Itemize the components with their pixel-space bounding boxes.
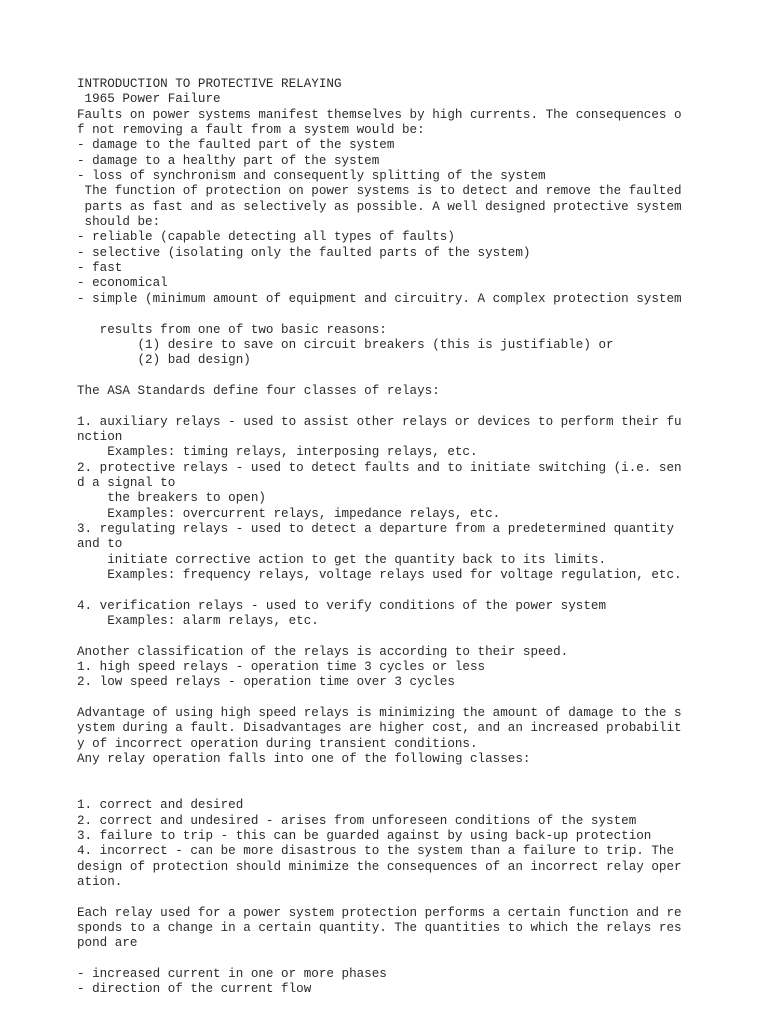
text-line: parts as fast and as selectively as possible. A well designed protective system	[77, 199, 682, 214]
text-line: 1. auxiliary relays - used to assist other relays or devices to perform their fu	[77, 414, 682, 429]
text-line: Each relay used for a power system protection performs a certain function and re	[77, 905, 682, 920]
text-line: - economical	[77, 276, 168, 291]
text-line: the breakers to open)	[77, 491, 266, 506]
text-line: - direction of the current flow	[77, 982, 312, 997]
text-line: (2) bad design)	[77, 353, 251, 368]
text-line: Another classification of the relays is according to their speed.	[77, 644, 569, 659]
text-line: Examples: timing relays, interposing relays, etc.	[77, 445, 478, 460]
text-line	[77, 369, 757, 384]
text-line: Advantage of using high speed relays is minimizing the amount of damage to the s	[77, 706, 682, 721]
text-line	[77, 399, 757, 414]
text-line: - damage to the faulted part of the system	[77, 138, 395, 153]
text-line: 2. low speed relays - operation time over 3 cycles	[77, 675, 455, 690]
text-line: ation.	[77, 874, 123, 889]
text-line: 2. correct and undesired - arises from unforeseen conditions of the system	[77, 813, 637, 828]
text-line: (1) desire to save on circuit breakers (this is justifiable) or	[77, 337, 614, 352]
text-line: ystem during a fault. Disadvantages are higher cost, and an increased probabilit	[77, 721, 682, 736]
text-line	[77, 890, 757, 905]
text-line: 1965 Power Failure	[77, 92, 221, 107]
text-line: 3. regulating relays - used to detect a departure from a predetermined quantity	[77, 521, 675, 536]
text-line: design of protection should minimize the consequences of an incorrect relay oper	[77, 859, 682, 874]
text-line: results from one of two basic reasons:	[77, 322, 387, 337]
text-line: Examples: alarm relays, etc.	[77, 614, 319, 629]
text-line	[77, 767, 757, 782]
text-line: - selective (isolating only the faulted parts of the system)	[77, 245, 531, 260]
text-line: - increased current in one or more phases	[77, 966, 387, 981]
text-line	[77, 307, 757, 322]
text-line: Any relay operation falls into one of the following classes:	[77, 752, 531, 767]
text-line: 3. failure to trip - this can be guarded against by using back-up protection	[77, 828, 652, 843]
text-line: and to	[77, 537, 123, 552]
text-line: sponds to a change in a certain quantity. The quantities to which the relays res	[77, 920, 682, 935]
text-line: The ASA Standards define four classes of relays:	[77, 383, 440, 398]
text-line	[77, 952, 757, 967]
text-line: Examples: frequency relays, voltage relays used for voltage regulation, etc.	[77, 568, 682, 582]
text-line	[77, 691, 757, 706]
text-line: nction	[77, 429, 123, 444]
text-line	[77, 783, 757, 798]
text-line: f not removing a fault from a system would be:	[77, 123, 425, 138]
text-line: - fast	[77, 261, 123, 276]
text-line: 1. correct and desired	[77, 798, 244, 813]
text-line: Faults on power systems manifest themselves by high currents. The consequences o	[77, 107, 682, 122]
text-line: The function of protection on power systems is to detect and remove the faulted	[77, 184, 682, 199]
text-line: y of incorrect operation during transient conditions.	[77, 736, 478, 751]
text-line: - reliable (capable detecting all types of faults)	[77, 230, 455, 245]
text-line: 2. protective relays - used to detect faults and to initiate switching (i.e. sen	[77, 460, 682, 475]
text-line	[77, 629, 757, 644]
text-line: 4. incorrect - can be more disastrous to the system than a failure to trip. The	[77, 844, 675, 859]
text-line: initiate corrective action to get the quantity back to its limits.	[77, 552, 607, 567]
text-line: - simple (minimum amount of equipment and circuitry. A complex protection system	[77, 291, 682, 306]
text-line: d a signal to	[77, 475, 176, 490]
text-line: - damage to a healthy part of the system	[77, 153, 380, 168]
text-line: Examples: overcurrent relays, impedance relays, etc.	[77, 506, 501, 521]
document-body	[77, 77, 757, 998]
text-line: - loss of synchronism and consequently splitting of the system	[77, 169, 546, 184]
text-line	[77, 583, 757, 598]
text-line: pond are	[77, 936, 138, 951]
text-line: 4. verification relays - used to verify conditions of the power system	[77, 598, 607, 613]
text-line: 1. high speed relays - operation time 3 cycles or less	[77, 660, 486, 675]
text-line: should be:	[77, 215, 161, 230]
document-title: INTRODUCTION TO PROTECTIVE RELAYING	[77, 77, 342, 91]
